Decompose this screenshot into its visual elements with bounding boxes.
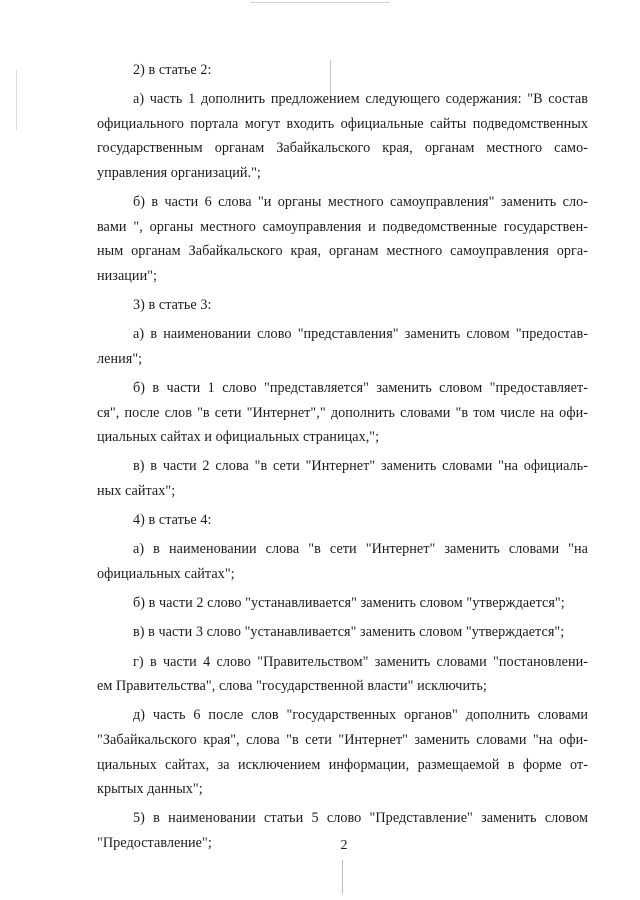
paragraph-line: крытых данных";: [97, 781, 203, 798]
paragraph-line: официальных сайтах";: [97, 566, 235, 583]
paragraph-line: б) в части 2 слово "устанавливается" заменить словом "утверждается";: [133, 595, 565, 612]
paragraph-line: циальных сайтах и официальных страницах,";: [97, 429, 380, 446]
scan-artifact-left: [16, 70, 17, 130]
paragraph-line: официального портала могут входить официальные сайты подведомственных: [97, 115, 588, 132]
paragraph-line: ся", после слов "в сети "Интернет"," дополнить словами "в том числе на офи-: [97, 404, 588, 421]
paragraph-line: 3) в статье 3:: [133, 297, 212, 314]
scan-artifact-top: [250, 2, 390, 3]
document-body: [97, 58, 588, 856]
paragraph-line: б) в части 6 слова "и органы местного самоуправления" заменить сло-: [133, 194, 588, 211]
paragraph-line: 2) в статье 2:: [133, 62, 212, 78]
paragraph-line: ления";: [97, 350, 143, 367]
paragraph-line: "Забайкальского края", слова "в сети "Интернет" заменить словами "на офи-: [97, 731, 588, 748]
paragraph-line: управления организаций.";: [97, 164, 261, 181]
paragraph-line: в) в части 3 слово "устанавливается" заменить словом "утверждается";: [133, 624, 565, 641]
paragraph-line: ным органам Забайкальского края, органам местного самоуправления орга-: [97, 243, 588, 260]
paragraph-line: г) в части 4 слово "Правительством" заменить словами "постановлени-: [133, 653, 588, 670]
paragraph-line: ных сайтах";: [97, 483, 176, 500]
paragraph-line: 4) в статье 4:: [133, 512, 212, 529]
paragraph-line: б) в части 1 слово "представляется" заменить словом "предоставляет-: [133, 380, 588, 397]
paragraph-line: а) в наименовании слово "представления" заменить словом "предостав-: [133, 326, 588, 343]
paragraph-line: циальных сайтах, за исключением информации, размещаемой в форме от-: [97, 756, 588, 773]
paragraph-line: в) в части 2 слова "в сети "Интернет" заменить словами "на официаль-: [133, 458, 588, 475]
paragraph-line: "Предоставление";: [97, 834, 212, 851]
paragraph-line: д) часть 6 после слов "государственных органов" дополнить словами: [133, 707, 588, 724]
page-number: 2: [340, 838, 348, 853]
paragraph-line: ем Правительства", слова "государственной власти" исключить;: [97, 678, 487, 695]
paragraph-line: низации";: [97, 267, 158, 284]
paragraph-line: 5) в наименовании статьи 5 слово "Представление" заменить словом: [133, 810, 588, 827]
paragraph-line: вами ", органы местного самоуправления и подведомственные государствен-: [97, 218, 588, 235]
paragraph-line: а) в наименовании слова "в сети "Интернет" заменить словами "на: [133, 541, 588, 558]
scan-artifact-bottom: [342, 860, 343, 894]
paragraph-line: государственным органам Забайкальского края, органам местного само-: [97, 140, 588, 157]
paragraph-line: а) часть 1 дополнить предложением следующего содержания: "В состав: [133, 91, 588, 108]
